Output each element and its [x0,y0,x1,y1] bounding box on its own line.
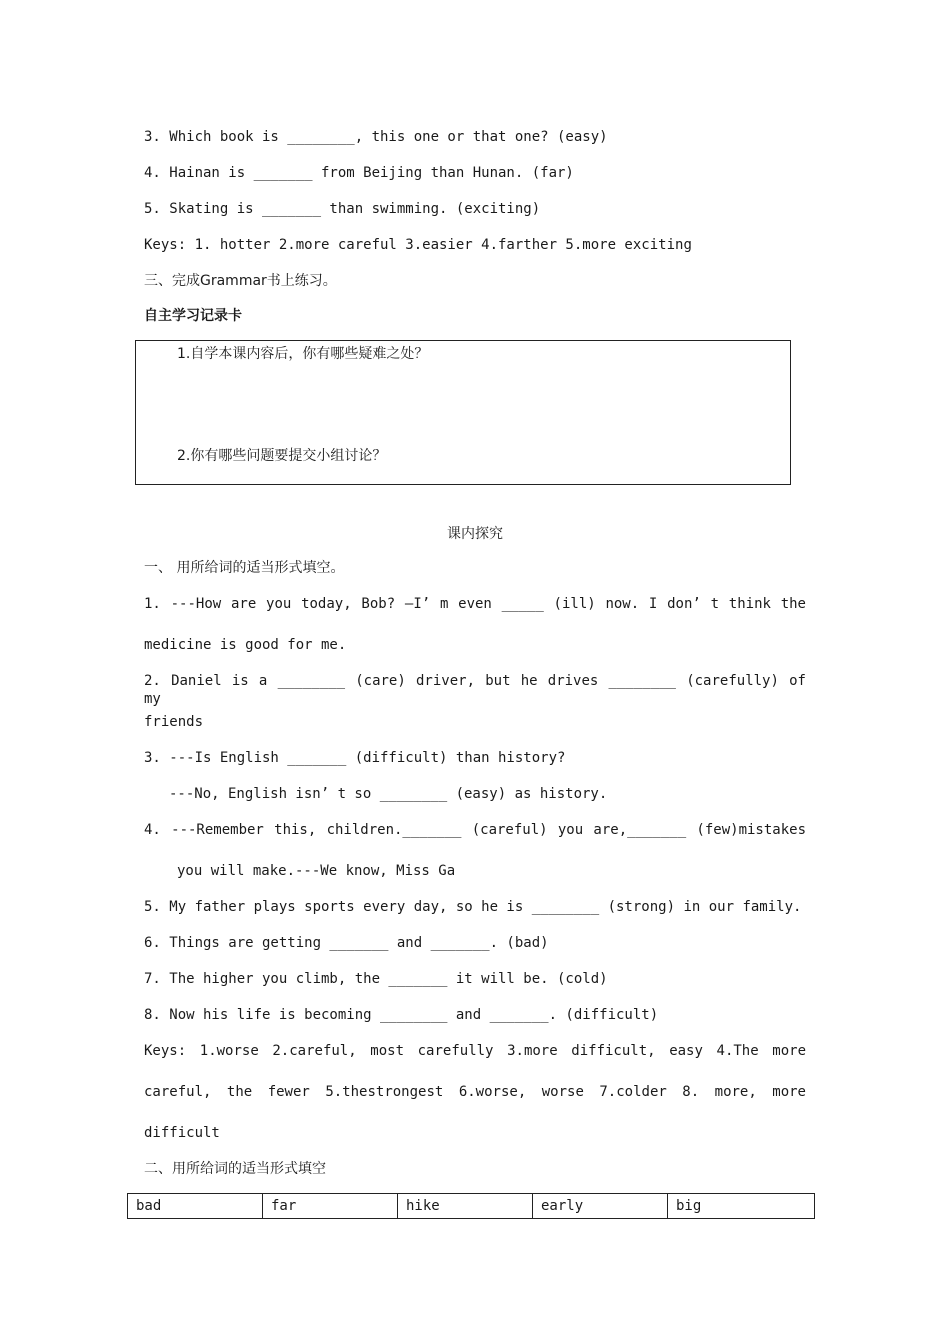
section-2-title: 二、用所给词的适当形式填空 [144,1161,326,1177]
record-card-title: 自主学习记录卡 [144,308,242,324]
record-card-question-2: 2.你有哪些问题要提交小组讨论？ [177,448,387,464]
exercise-1-line-2: medicine is good for me. [144,637,347,653]
answer-keys-line-3: difficult [144,1125,220,1141]
word-cell: early [533,1194,668,1219]
word-cell: hike [398,1194,533,1219]
exercise-6: 6. Things are getting _______ and _______. (bad) [144,935,549,951]
section-heading: 课内探究 [447,526,503,542]
question-3: 3. Which book is ________, this one or that one? (easy) [144,129,608,145]
word-table-row [128,1194,815,1219]
record-card-box [135,340,791,485]
exercise-7: 7. The higher you climb, the _______ it will be. (cold) [144,971,608,987]
exercise-3-line-2: ---No, English isn’ t so ________ (easy) as history. [169,786,608,802]
word-cell: big [668,1194,815,1219]
answer-keys-line-2: careful, the fewer 5.thestrongest 6.worse, worse 7.colder 8. more, more [144,1084,806,1100]
exercise-3-line-1: 3. ---Is English _______ (difficult) than history? [144,750,566,766]
exercise-5: 5. My father plays sports every day, so he is ________ (strong) in our family. [144,899,802,915]
word-cell: bad [128,1194,263,1219]
exercise-1-line-1: 1. ---How are you today, Bob? —I’ m even _____ (ill) now. I don’ t think the [144,596,806,612]
record-card-question-1: 1.自学本课内容后，你有哪些疑难之处？ [177,346,429,362]
word-cell: far [263,1194,398,1219]
exercise-8: 8. Now his life is becoming ________ and _______. (difficult) [144,1007,659,1023]
answer-keys-a: Keys: 1. hotter 2.more careful 3.easier 4.farther 5.more exciting [144,237,692,253]
question-4: 4. Hainan is _______ from Beijing than Hunan. (far) [144,165,574,181]
exercise-4-line-2: you will make.---We know, Miss Ga [177,863,456,879]
word-table [127,1193,815,1219]
answer-keys-line-1: Keys: 1.worse 2.careful, most carefully 3.more difficult, easy 4.The more [144,1043,806,1059]
section-1-title: 一、 用所给词的适当形式填空。 [144,560,345,576]
exercise-4-line-1: 4. ---Remember this, children._______ (careful) you are,_______ (few)mistakes [144,822,806,838]
exercise-2-line-2: friends [144,714,204,730]
exercise-2-line-1: 2. Daniel is a ________ (care) driver, but he drives ________ (carefully) of my [144,673,806,707]
task-3-instruction: 三、完成Grammar书上练习。 [144,273,337,289]
question-5: 5. Skating is _______ than swimming. (exciting) [144,201,541,217]
